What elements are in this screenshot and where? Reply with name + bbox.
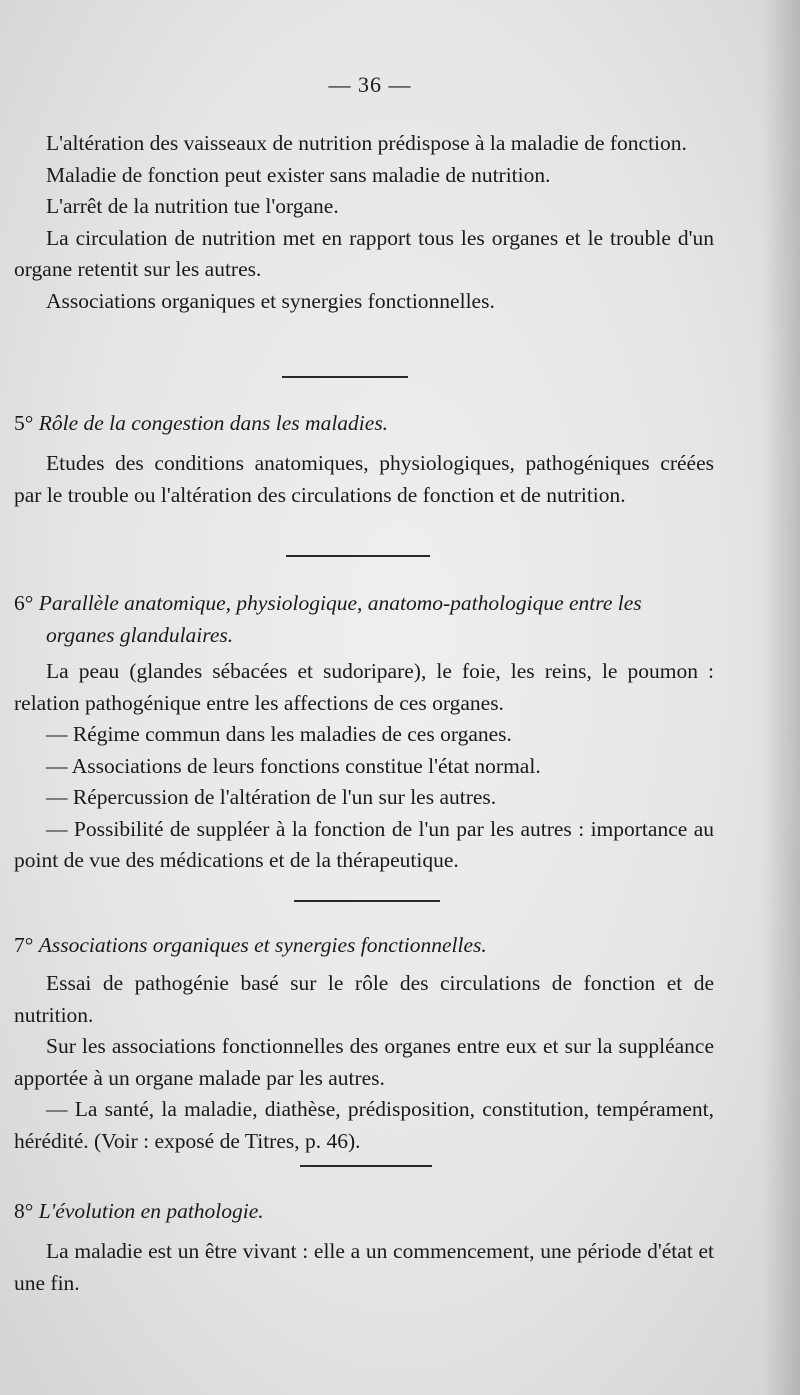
section-divider	[300, 1165, 432, 1167]
section-title: Associations organiques et synergies fonctionnelles.	[38, 933, 487, 957]
paragraph: Maladie de fonction peut exister sans maladie de nutrition.	[46, 162, 551, 187]
section-divider	[282, 376, 408, 378]
paragraph: — Répercussion de l'altération de l'un sur les autres.	[46, 785, 497, 809]
section-title: Parallèle anatomique, physiologique, anatomo-pathologique entre les organes glandulaires.	[38, 591, 642, 647]
paragraph: L'arrêt de la nutrition tue l'organe.	[46, 194, 339, 218]
section-heading-6	[14, 588, 714, 651]
paragraph: Etudes des conditions anatomiques, physiologiques, pathogéniques créées par le trouble ou l'altération des circulations de fonction et de nutrition.	[14, 451, 714, 507]
page-edge-shadow	[762, 0, 800, 1395]
paragraph: Associations organiques et synergies fonctionnelles.	[46, 288, 495, 313]
paragraph: Essai de pathogénie basé sur le rôle des circulations de fonction et de nutrition.	[14, 971, 714, 1027]
page-number: — 36 —	[328, 72, 412, 97]
section-number: 5°	[14, 411, 34, 435]
paragraph: — Associations de leurs fonctions constitue l'état normal.	[46, 753, 541, 778]
section-divider	[294, 900, 440, 902]
section-6-body	[14, 656, 714, 877]
section-divider	[286, 555, 430, 557]
paragraph: La maladie est un être vivant : elle a un commencement, une période d'état et une fin.	[14, 1239, 714, 1295]
paragraph: — Possibilité de suppléer à la fonction de l'un par les autres : importance au point de vue des médications et de la thérapeutique.	[14, 816, 714, 872]
section-title: L'évolution en pathologie.	[38, 1199, 264, 1223]
section-heading-5	[14, 408, 714, 440]
section-heading-7	[14, 930, 714, 962]
section-number: 8°	[14, 1199, 34, 1223]
paragraph: La peau (glandes sébacées et sudoripare), le foie, les reins, le poumon : relation pathogénique entre les affections de ces organes.	[14, 659, 714, 715]
section-7-body	[14, 968, 714, 1157]
paragraph: — La santé, la maladie, diathèse, prédisposition, constitution, tempérament, hérédité. (Voir : exposé de Titres, p. 46).	[14, 1097, 714, 1153]
paragraph: L'altération des vaisseaux de nutrition prédispose à la maladie de fonction.	[46, 131, 687, 155]
paragraph: — Régime commun dans les maladies de ces organes.	[46, 722, 512, 746]
paragraph: La circulation de nutrition met en rapport tous les organes et le trouble d'un organe retentit sur les autres.	[14, 225, 714, 281]
section-8-body	[14, 1236, 714, 1299]
paragraph: Sur les associations fonctionnelles des organes entre eux et sur la suppléance apportée à un organe malade par les autres.	[14, 1034, 714, 1090]
section-5-body	[14, 448, 714, 511]
section-title: Rôle de la congestion dans les maladies.	[38, 411, 389, 435]
intro-block	[14, 128, 714, 317]
section-number: 7°	[14, 933, 34, 957]
section-number: 6°	[14, 591, 34, 615]
section-heading-8	[14, 1196, 714, 1228]
